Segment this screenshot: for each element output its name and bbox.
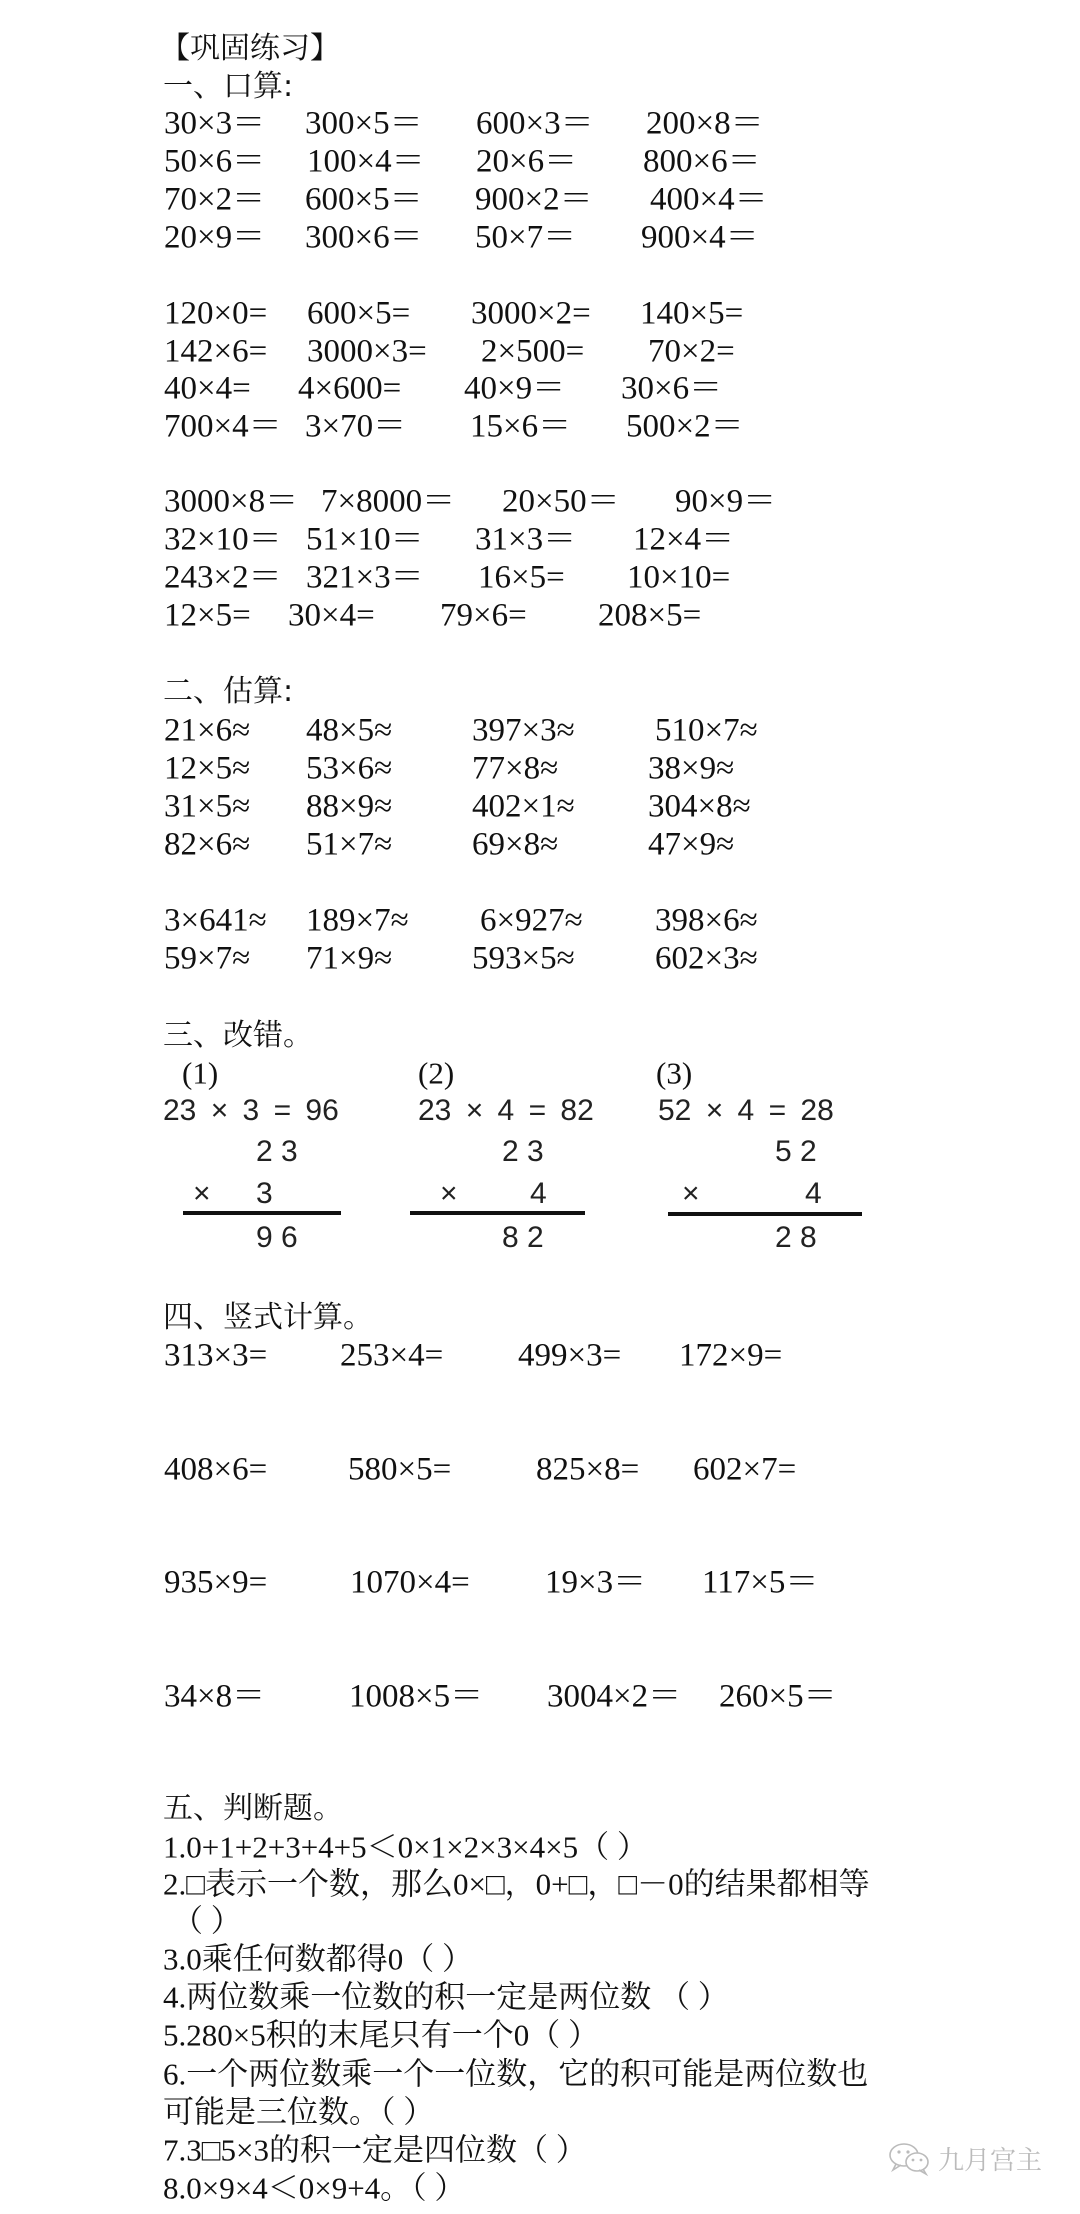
judge-item-answer-paren: （ ） xyxy=(172,1903,242,1939)
watermark xyxy=(888,2140,1042,2177)
judge-item: 3.0乘任何数都得0（ ） xyxy=(163,1941,473,1977)
problem: 3×70＝ xyxy=(305,408,407,445)
vertical-rule xyxy=(183,1211,341,1215)
section-heading-oral: 一、口算: xyxy=(163,69,294,104)
problem: 16×5= xyxy=(478,559,565,596)
problem: 15×6＝ xyxy=(470,408,572,445)
problem: 499×3= xyxy=(518,1337,622,1374)
vertical-result: 2 8 xyxy=(775,1221,817,1254)
problem: 10×10= xyxy=(627,559,731,596)
problem-equation: 23 × 3 = 96 xyxy=(163,1094,339,1127)
judge-item: 1.0+1+2+3+4+5＜0×1×2×3×4×5（ ） xyxy=(163,1829,648,1865)
problem-label: (2) xyxy=(418,1055,455,1091)
problem: 300×5＝ xyxy=(305,105,423,142)
problem: 260×5＝ xyxy=(719,1678,837,1715)
problem: 408×6= xyxy=(164,1451,268,1488)
problem: 300×6＝ xyxy=(305,219,423,256)
problem: 21×6≈ xyxy=(164,712,251,749)
problem: 59×7≈ xyxy=(164,940,251,977)
problem: 12×4＝ xyxy=(633,521,735,558)
judge-item: 4.两位数乘一位数的积一定是两位数 （ ） xyxy=(163,1979,729,2015)
problem: 900×4＝ xyxy=(641,219,759,256)
problem: 2×500= xyxy=(481,333,585,370)
judge-item: 8.0×9×4＜0×9+4。（ ） xyxy=(163,2170,466,2206)
problem: 20×6＝ xyxy=(476,143,578,180)
problem: 30×3＝ xyxy=(164,105,266,142)
problem: 90×9＝ xyxy=(675,483,777,520)
judge-item: 7.3□5×3的积一定是四位数（ ） xyxy=(163,2132,587,2168)
problem: 600×5= xyxy=(307,295,411,332)
vertical-top: 2 3 xyxy=(502,1135,544,1168)
vertical-top: 5 2 xyxy=(775,1135,817,1168)
section-heading-judge: 五、判断题。 xyxy=(163,1791,343,1826)
problem: 4×600= xyxy=(298,370,402,407)
problem: 402×1≈ xyxy=(472,788,575,825)
problem: 321×3＝ xyxy=(306,559,424,596)
problem: 34×8＝ xyxy=(164,1678,266,1715)
problem: 3000×8＝ xyxy=(164,483,299,520)
problem: 50×7＝ xyxy=(475,219,577,256)
vertical-multiplier: 4 xyxy=(530,1177,547,1210)
vertical-top: 2 3 xyxy=(256,1135,298,1168)
vertical-multiplier: 4 xyxy=(805,1177,822,1210)
problem: 935×9= xyxy=(164,1564,268,1601)
problem: 1008×5＝ xyxy=(349,1678,484,1715)
problem: 88×9≈ xyxy=(306,788,393,825)
problem: 172×9= xyxy=(679,1337,783,1374)
problem: 100×4＝ xyxy=(307,143,425,180)
vertical-result: 8 2 xyxy=(502,1221,544,1254)
section-heading-vertical: 四、竖式计算。 xyxy=(163,1300,373,1335)
problem: 510×7≈ xyxy=(655,712,758,749)
problem: 3×641≈ xyxy=(164,902,267,939)
problem: 3004×2＝ xyxy=(547,1678,682,1715)
problem: 3000×2= xyxy=(471,295,591,332)
times-sign: × xyxy=(682,1177,700,1210)
problem: 12×5≈ xyxy=(164,750,251,787)
problem: 6×927≈ xyxy=(480,902,583,939)
problem: 3000×3= xyxy=(307,333,427,370)
watermark-text: 九月宫主 xyxy=(938,2146,1043,2176)
times-sign: × xyxy=(440,1177,458,1210)
problem-equation: 23 × 4 = 82 xyxy=(418,1094,594,1127)
problem: 400×4＝ xyxy=(650,181,768,218)
problem: 48×5≈ xyxy=(306,712,393,749)
problem: 800×6＝ xyxy=(643,143,761,180)
problem: 900×2＝ xyxy=(475,181,593,218)
problem: 243×2＝ xyxy=(164,559,282,596)
problem: 71×9≈ xyxy=(306,940,393,977)
problem: 51×10＝ xyxy=(306,521,424,558)
vertical-rule xyxy=(668,1212,862,1216)
problem: 70×2＝ xyxy=(164,181,266,218)
problem: 50×6＝ xyxy=(164,143,266,180)
problem: 69×8≈ xyxy=(472,826,559,863)
problem: 593×5≈ xyxy=(472,940,575,977)
problem: 30×6＝ xyxy=(621,370,723,407)
problem: 700×4＝ xyxy=(164,408,282,445)
problem: 602×7= xyxy=(693,1451,797,1488)
problem: 313×3= xyxy=(164,1337,268,1374)
problem: 142×6= xyxy=(164,333,268,370)
problem: 12×5= xyxy=(164,597,251,634)
problem: 140×5= xyxy=(640,295,744,332)
problem: 40×4= xyxy=(164,370,251,407)
problem-label: (1) xyxy=(182,1055,219,1091)
problem: 398×6≈ xyxy=(655,902,758,939)
wechat-icon xyxy=(888,2141,932,2177)
problem: 253×4= xyxy=(340,1337,444,1374)
section-heading-estimate: 二、估算: xyxy=(163,674,294,709)
vertical-rule xyxy=(410,1211,585,1215)
problem: 208×5= xyxy=(598,597,702,634)
problem: 120×0= xyxy=(164,295,268,332)
problem: 1070×4= xyxy=(350,1564,470,1601)
problem: 70×2= xyxy=(648,333,735,370)
problem: 200×8＝ xyxy=(646,105,764,142)
problem: 53×6≈ xyxy=(306,750,393,787)
problem: 7×8000＝ xyxy=(321,483,456,520)
problem-equation: 52 × 4 = 28 xyxy=(658,1094,834,1127)
vertical-result: 9 6 xyxy=(256,1221,298,1254)
problem: 189×7≈ xyxy=(306,902,409,939)
problem: 40×9＝ xyxy=(464,370,566,407)
vertical-multiplier: 3 xyxy=(256,1177,273,1210)
times-sign: × xyxy=(193,1177,211,1210)
problem: 397×3≈ xyxy=(472,712,575,749)
problem: 19×3＝ xyxy=(545,1564,647,1601)
problem: 47×9≈ xyxy=(648,826,735,863)
judge-item: 6.一个两位数乘一个一位数，它的积可能是两位数也 xyxy=(163,2056,869,2092)
problem: 38×9≈ xyxy=(648,750,735,787)
problem: 51×7≈ xyxy=(306,826,393,863)
problem: 30×4= xyxy=(288,597,375,634)
section-heading-correct: 三、改错。 xyxy=(163,1018,313,1053)
problem: 602×3≈ xyxy=(655,940,758,977)
problem: 117×5＝ xyxy=(702,1564,819,1601)
problem: 500×2＝ xyxy=(626,408,744,445)
problem: 20×9＝ xyxy=(164,219,266,256)
problem: 32×10＝ xyxy=(164,521,282,558)
problem: 82×6≈ xyxy=(164,826,251,863)
problem: 77×8≈ xyxy=(472,750,559,787)
problem: 600×5＝ xyxy=(305,181,423,218)
judge-item-continued: 可能是三位数。（ ） xyxy=(163,2094,435,2130)
problem-label: (3) xyxy=(656,1055,693,1091)
problem: 31×3＝ xyxy=(475,521,577,558)
problem: 304×8≈ xyxy=(648,788,751,825)
problem: 825×8= xyxy=(536,1451,640,1488)
problem: 580×5= xyxy=(348,1451,452,1488)
problem: 31×5≈ xyxy=(164,788,251,825)
problem: 600×3＝ xyxy=(476,105,594,142)
problem: 79×6= xyxy=(440,597,527,634)
judge-item: 5.280×5积的末尾只有一个0（ ） xyxy=(163,2017,599,2053)
problem: 20×50＝ xyxy=(502,483,620,520)
page-title: 【巩固练习】 xyxy=(160,31,340,66)
judge-item: 2.□表示一个数，那么0×□，0+□，□－0的结果都相等 xyxy=(163,1866,870,1902)
